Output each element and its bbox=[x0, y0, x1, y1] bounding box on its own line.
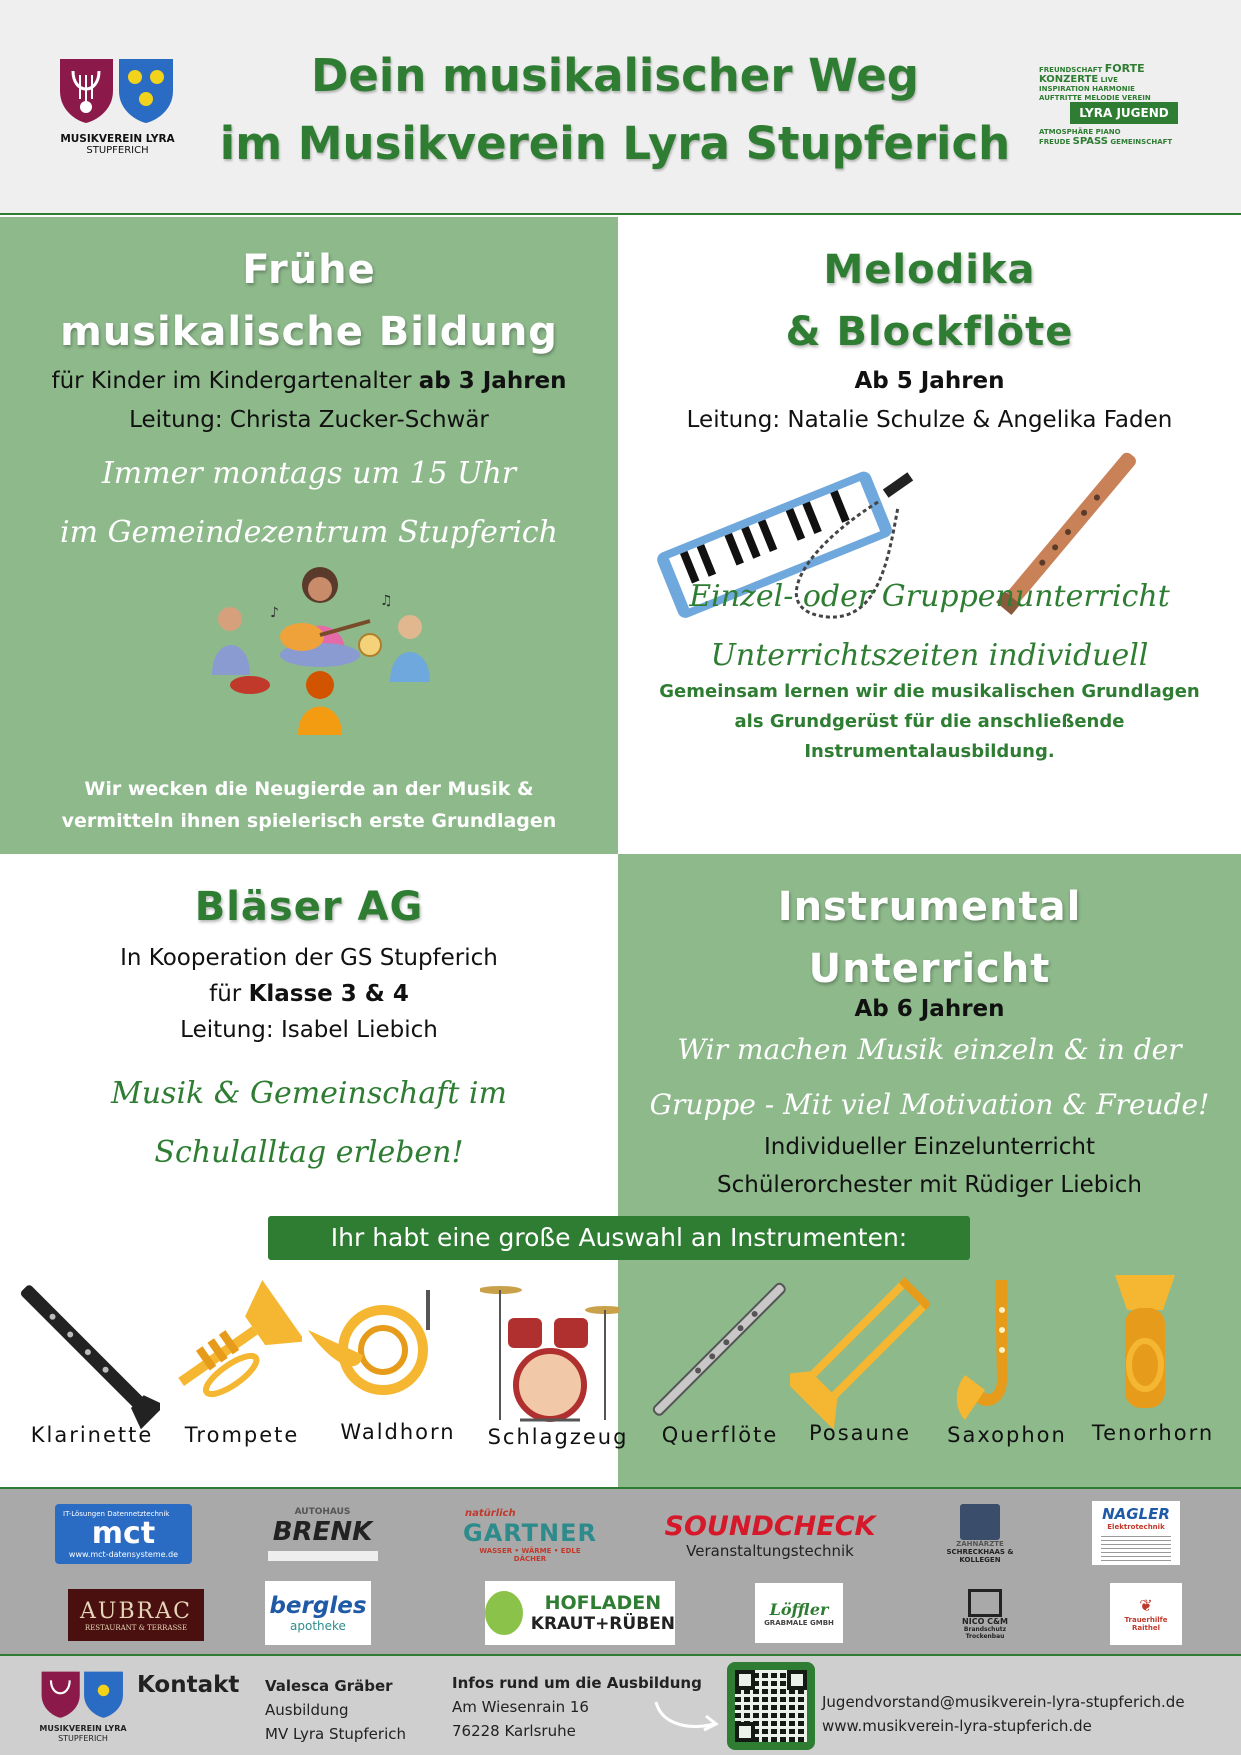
instrument-label: Saxophon bbox=[947, 1423, 1067, 1447]
sponsor-brenk: AUTOHAUS BRENK bbox=[265, 1501, 380, 1567]
arrow-icon bbox=[652, 1696, 722, 1736]
flute-icon bbox=[650, 1270, 790, 1430]
sponsor-loeffler: Löffler GRABMALE GMBH bbox=[755, 1583, 843, 1643]
leader-text: Leitung: Christa Zucker-Schwär bbox=[129, 407, 489, 433]
crest-icon bbox=[38, 1668, 128, 1720]
trumpet-icon bbox=[162, 1270, 302, 1430]
club-logo bbox=[55, 55, 180, 160]
sponsor-zahnaerzte: ZAHNÄRZTE SCHRECKHAAS & KOLLEGEN bbox=[930, 1501, 1030, 1567]
instrument-label: Klarinette bbox=[30, 1423, 154, 1447]
section-title: Instrumental Unterricht bbox=[777, 884, 1082, 992]
leader-text: Leitung: Natalie Schulze & Angelika Faden bbox=[686, 407, 1173, 433]
instrument-label: Tenorhorn bbox=[1091, 1421, 1215, 1445]
qr-code[interactable] bbox=[727, 1662, 815, 1750]
french-horn-icon bbox=[303, 1270, 443, 1430]
contact-heading: Kontakt bbox=[137, 1672, 240, 1698]
svg-text:♫: ♫ bbox=[380, 593, 393, 609]
age-text: Ab 6 Jahren bbox=[854, 996, 1005, 1022]
tenor-horn-icon bbox=[1085, 1270, 1225, 1430]
instrument-label: Waldhorn bbox=[340, 1420, 456, 1444]
coop-text: In Kooperation der GS Stupferich bbox=[120, 945, 498, 971]
sponsor-soundcheck: SOUNDCHECK Veranstaltungstechnik bbox=[664, 1510, 876, 1560]
logo-name: MUSIKVEREIN LYRA bbox=[60, 133, 175, 145]
sponsor-nico: NICO C&M Brandschutz Trockenbau bbox=[950, 1583, 1020, 1645]
lesson-format-text: Einzel- oder Gruppenunterricht Unterrichtszeiten individuell bbox=[689, 579, 1170, 673]
instruments-banner: Ihr habt eine große Auswahl an Instrumenten: bbox=[268, 1216, 970, 1260]
saxophone-icon bbox=[935, 1270, 1075, 1430]
section-early-education bbox=[0, 217, 618, 854]
sponsor-gartner: natürlich GARTNER WASSER • WÄRME • EDLE DÄCHER bbox=[463, 1507, 598, 1563]
audience-text: für Kinder im Kindergartenalter ab 3 Jahren bbox=[51, 368, 567, 394]
sponsor-bar bbox=[0, 1487, 1241, 1654]
sponsor-nagler: NAGLER Elektrotechnik bbox=[1092, 1501, 1180, 1565]
q1-description: Wir wecken die Neugierde an der Musik & vermitteln ihnen spielerisch erste Grundlagen bbox=[61, 778, 557, 832]
instrument-label: Posaune bbox=[808, 1421, 912, 1445]
q4-slogan: Wir machen Musik einzeln & in der Gruppe - Mit viel Motivation & Freude! bbox=[649, 1033, 1210, 1121]
section-melodika bbox=[618, 217, 1241, 854]
instrument-label: Querflöte bbox=[661, 1423, 779, 1447]
sponsor-aubrac: AUBRAC RESTAURANT & TERRASSE bbox=[68, 1589, 204, 1641]
section-title: Bläser AG bbox=[194, 884, 424, 930]
instrument-label: Trompete bbox=[184, 1423, 300, 1447]
class-text: für Klasse 3 & 4 bbox=[209, 981, 409, 1007]
jugend-label: LYRA JUGEND bbox=[1070, 102, 1178, 124]
leader-text: Leitung: Isabel Liebich bbox=[180, 1017, 438, 1043]
sponsor-mct: IT-Lösungen Datennetztechnik mct www.mct-datensysteme.de bbox=[55, 1504, 192, 1564]
clarinet-icon bbox=[20, 1270, 160, 1430]
contact-links bbox=[822, 1690, 1185, 1738]
website-link[interactable]: www.musikverein-lyra-stupferich.de bbox=[822, 1717, 1092, 1735]
sponsor-hofladen: HOFLADEN KRAUT+RÜBEN bbox=[485, 1581, 675, 1645]
q2-description: Gemeinsam lernen wir die musikalischen Grundlagen als Grundgerüst für die anschließende Instrumentalausbildung. bbox=[659, 681, 1200, 762]
page-title: Dein musikalischer Weg im Musikverein Lyra Stupferich bbox=[219, 49, 1011, 170]
drum-set-icon bbox=[480, 1270, 620, 1430]
q4-line2: Schülerorchester mit Rüdiger Liebich bbox=[717, 1172, 1142, 1198]
house-icon bbox=[968, 1589, 1002, 1617]
instrument-label: Schlagzeug bbox=[487, 1425, 629, 1449]
age-text: Ab 5 Jahren bbox=[854, 368, 1005, 394]
crest-icon bbox=[55, 55, 180, 125]
footer-logo: MUSIKVEREIN LYRA STUPFERICH bbox=[38, 1668, 128, 1744]
q3-slogan: Musik & Gemeinschaft im Schulalltag erleben! bbox=[111, 1076, 507, 1170]
section-title: Melodika & Blockflöte bbox=[785, 247, 1074, 355]
tooth-icon bbox=[960, 1504, 1000, 1540]
vegetable-icon bbox=[485, 1591, 523, 1635]
schedule-text: Immer montags um 15 Uhr im Gemeindezentrum Stupferich bbox=[59, 456, 558, 550]
contact-footer bbox=[0, 1654, 1241, 1755]
trombone-icon bbox=[790, 1270, 930, 1430]
svg-text:♪: ♪ bbox=[270, 605, 279, 621]
sponsor-trauerhilfe: ❦ Trauerhilfe Raithel bbox=[1110, 1583, 1182, 1645]
sponsor-bergles: bergles apotheke bbox=[265, 1581, 371, 1645]
wings-icon: ❦ bbox=[1139, 1596, 1153, 1615]
logo-place: STUPFERICH bbox=[86, 145, 149, 156]
contact-address: Infos rund um die Ausbildung Am Wiesenrain 16 76228 Karlsruhe bbox=[452, 1674, 702, 1740]
children-music-illustration bbox=[190, 557, 450, 737]
section-title: Frühe musikalische Bildung bbox=[60, 247, 558, 355]
header bbox=[0, 0, 1241, 215]
email-link[interactable]: Jugendvorstand@musikverein-lyra-stupferich.de bbox=[822, 1693, 1185, 1711]
lyra-jugend-logo: FREUNDSCHAFT FORTE KONZERTE LIVE INSPIRATION HARMONIE AUFTRITTE MELODIE VEREIN LYRA JUGEND ATMOSPHÄRE PIANO FREUDE SPASS GEMEINSCHAFT bbox=[1035, 62, 1185, 162]
q4-line1: Individueller Einzelunterricht bbox=[764, 1134, 1095, 1160]
contact-person: Valesca Gräber Ausbildung MV Lyra Stupferich bbox=[265, 1677, 406, 1743]
